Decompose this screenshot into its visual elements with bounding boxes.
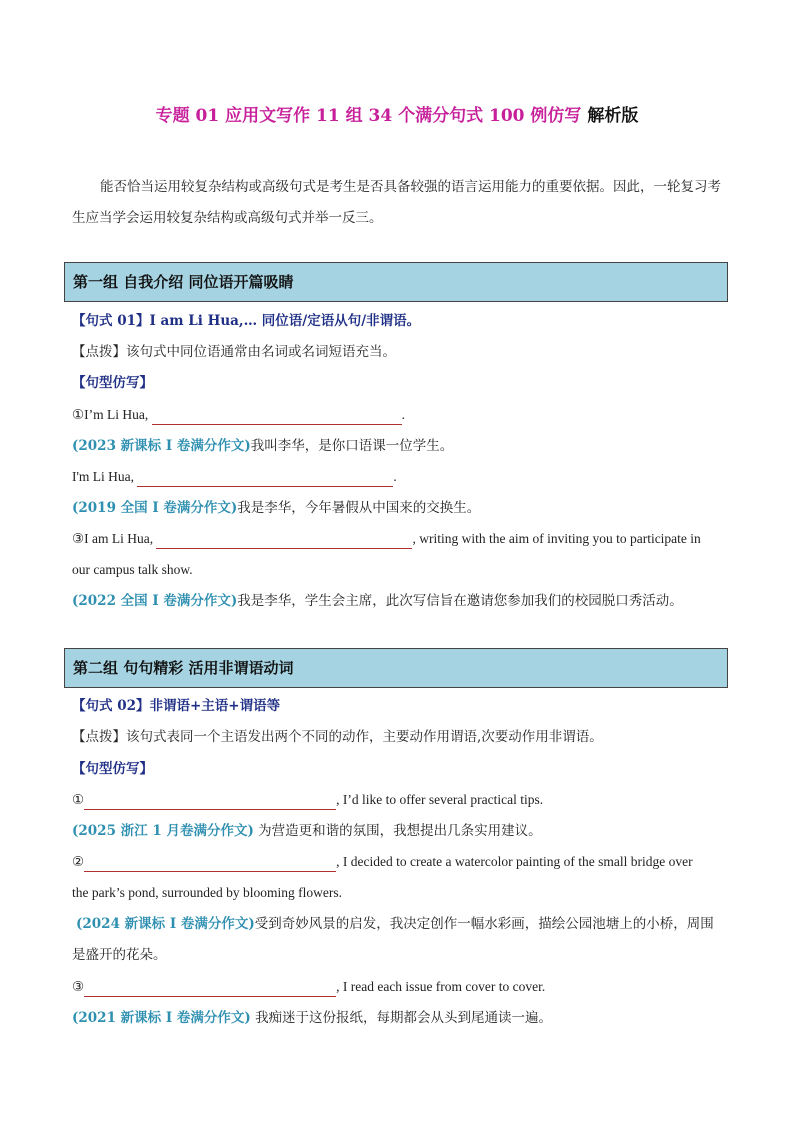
g2-item-2-zh-cont: 是盛开的花朵。 (72, 947, 167, 963)
g1-pattern-line (72, 311, 732, 331)
g1-item2-source: (2019 全国 I 卷满分作文) (72, 500, 238, 516)
g2-item-2 (72, 852, 732, 872)
g2-practice-label (72, 759, 732, 779)
g1-practice-label-text: 【句型仿写】 (72, 375, 153, 391)
g2-item1-prefix: ① (72, 792, 85, 807)
g1-pattern-text: I am Li Hua,… 同位语/定语从句/非谓语。 (149, 313, 421, 329)
g2-pattern-tag: 【句式 02】 (72, 698, 150, 714)
g1-item2-prefix: I'm Li Hua, (72, 469, 135, 484)
g1-item-3-source-line (72, 591, 732, 611)
intro-paragraph: 能否恰当运用较复杂结构或高级句式是考生是否具备较强的语言运用能力的重要依据。因此，一轮复习考生应当学会运用较复杂结构或高级句式并举一反三。 (72, 179, 721, 226)
g2-item2-prefix: ② (72, 854, 85, 869)
g2-tip-tag: 【点拨】 (72, 729, 126, 745)
g2-item-2-source-line (76, 914, 736, 934)
g2-item2-suffix: , I decided to create a watercolor painting of the small bridge over (336, 854, 693, 869)
g1-item3-prefix: ③I am Li Hua, (72, 531, 154, 546)
g2-item1-source: (2025 浙江 1 月卷满分作文) (72, 823, 254, 839)
g2-item-3-source-line (72, 1008, 732, 1028)
g2-item-2-cont: the park’s pond, surrounded by blooming flowers. (72, 885, 342, 900)
g1-item1-zh: 我叫李华，是你口语课一位学生。 (250, 438, 454, 454)
g1-item-3 (72, 529, 732, 549)
g1-item1-source: (2023 新课标 I 卷满分作文) (72, 438, 251, 454)
g2-item1-blank[interactable] (84, 795, 336, 810)
g2-item3-prefix: ③ (72, 979, 85, 994)
g2-item-3 (72, 977, 732, 997)
g1-item3-suffix: , writing with the aim of inviting you to participate in (412, 531, 701, 546)
g2-pattern-line (72, 696, 732, 716)
g2-item3-blank[interactable] (84, 982, 336, 997)
g1-item3-zh: 我是李华，学生会主席，此次写信旨在邀请您参加我们的校园脱口秀活动。 (237, 593, 683, 609)
g2-item3-source: (2021 新课标 I 卷满分作文) (72, 1010, 251, 1026)
g1-practice-label (72, 373, 732, 393)
group-1-header: 第一组 自我介绍 同位语开篇吸睛 (64, 262, 728, 302)
g1-tip-line (72, 342, 732, 362)
g1-item1-blank[interactable] (152, 410, 402, 425)
g1-item1-prefix: ①I’m Li Hua, (72, 407, 149, 422)
g1-item-1-source-line (72, 436, 732, 456)
g2-tip-text: 该句式表同一个主语发出两个不同的动作，主要动作用谓语,次要动作用非谓语。 (126, 729, 603, 745)
title-suffix: 解析版 (587, 106, 639, 126)
g1-item2-suffix: . (393, 469, 397, 484)
g2-item-1 (72, 790, 732, 810)
g2-pattern-text: 非谓语+主语+谓语等 (149, 698, 281, 714)
g2-item3-suffix: , I read each issue from cover to cover. (336, 979, 546, 994)
group-2-header: 第二组 句句精彩 活用非谓语动词 (64, 648, 728, 688)
g2-item2-zh: 受到奇妙风景的启发，我决定创作一幅水彩画，描绘公园池塘上的小桥，周围 (254, 916, 714, 932)
g1-item2-zh: 我是李华，今年暑假从中国来的交换生。 (237, 500, 481, 516)
g2-item3-zh: 我痴迷于这份报纸，每期都会从头到尾通读一遍。 (255, 1010, 553, 1026)
g1-item2-blank[interactable] (137, 472, 393, 487)
document-title (0, 104, 794, 128)
g1-tip-tag: 【点拨】 (72, 344, 126, 360)
g2-item2-blank[interactable] (84, 857, 336, 872)
g1-tip-text: 该句式中同位语通常由名词或名词短语充当。 (126, 344, 396, 360)
g2-item-1-source-line (72, 821, 732, 841)
g1-item-2-source-line (72, 498, 732, 518)
g2-item1-zh: 为营造更和谐的氛围，我想提出几条实用建议。 (258, 823, 542, 839)
title-main: 专题 01 应用文写作 11 组 34 个满分句式 100 例仿写 (155, 106, 582, 126)
g1-item-3-cont: our campus talk show. (72, 562, 193, 577)
g2-item1-suffix: , I’d like to offer several practical tips. (336, 792, 544, 807)
g1-pattern-tag: 【句式 01】 (72, 313, 150, 329)
g2-practice-label-text: 【句型仿写】 (72, 761, 153, 777)
g1-item1-suffix: . (401, 407, 405, 422)
g2-tip-line (72, 727, 732, 747)
g1-item-2 (72, 467, 732, 487)
g1-item3-blank[interactable] (156, 534, 412, 549)
g1-item3-source: (2022 全国 I 卷满分作文) (72, 593, 238, 609)
g2-item2-source: (2024 新课标 I 卷满分作文) (76, 916, 255, 932)
g1-item-1 (72, 405, 732, 425)
